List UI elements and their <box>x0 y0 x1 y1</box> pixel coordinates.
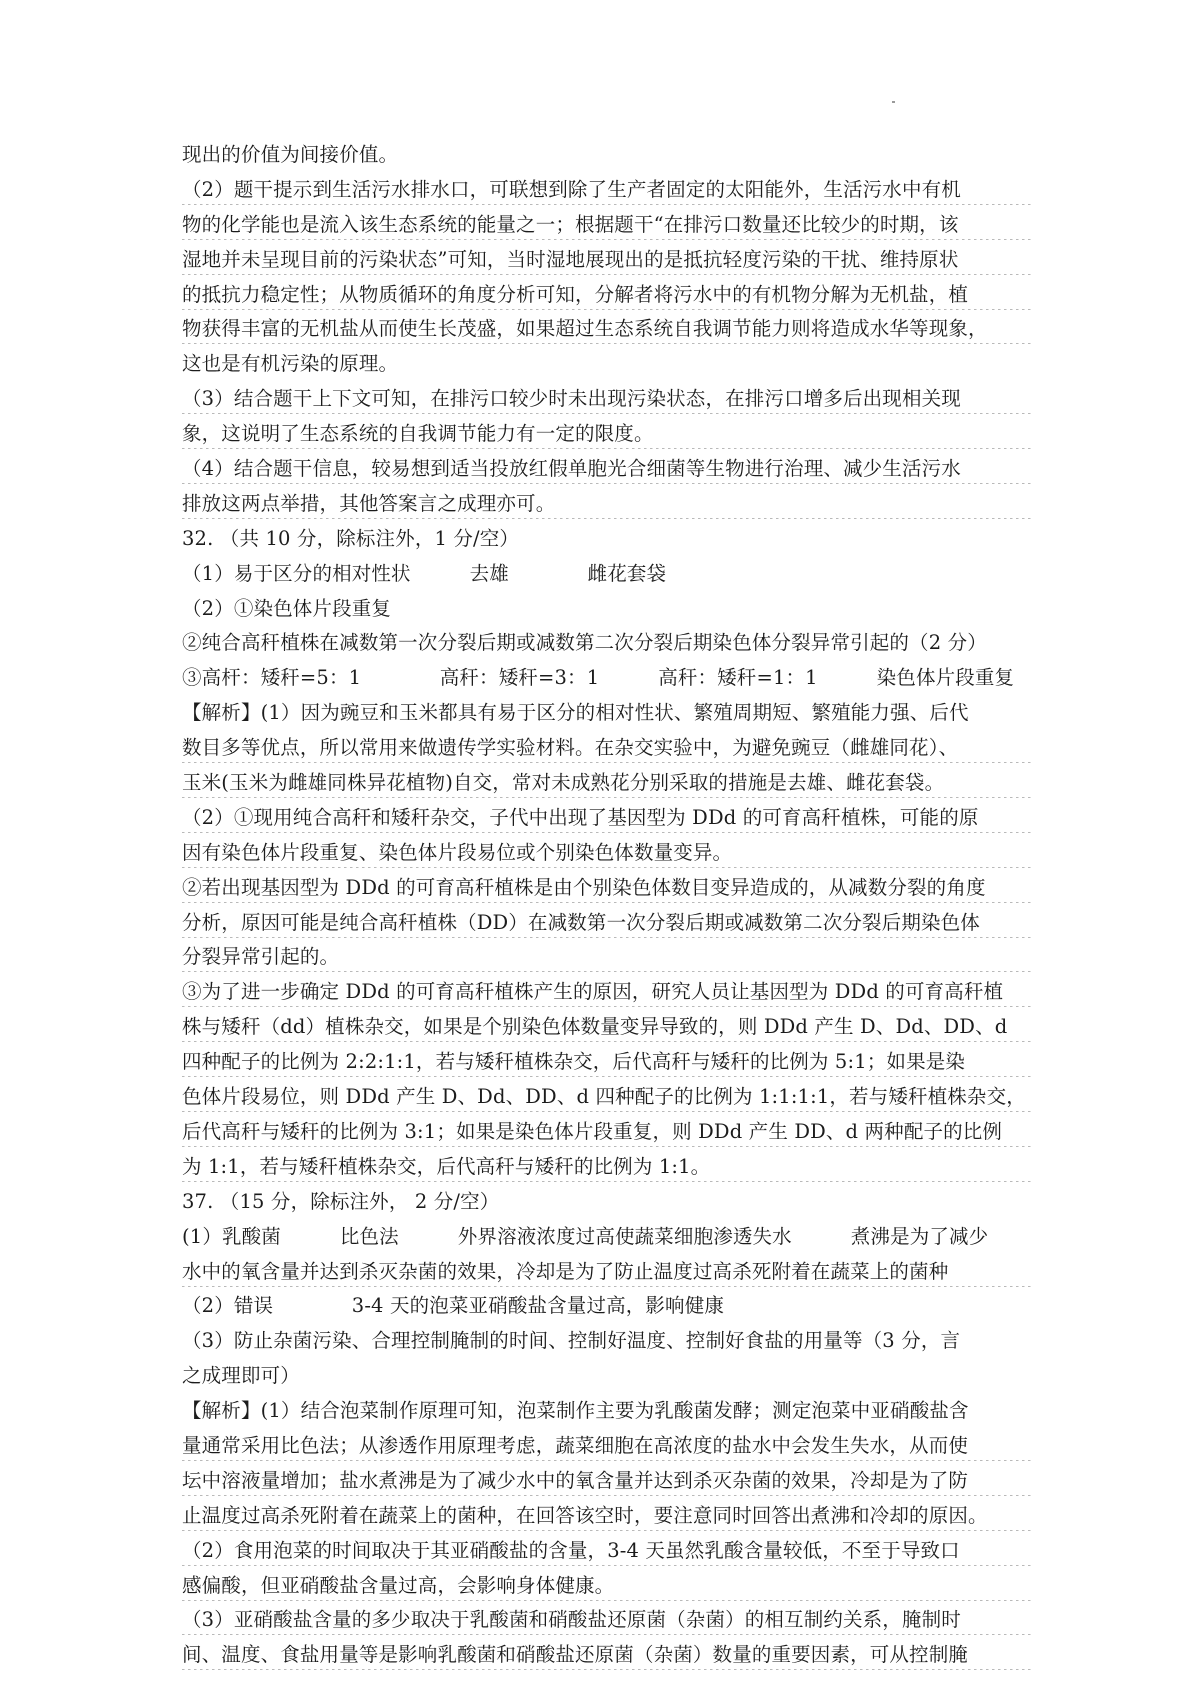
scan-speck <box>892 101 895 103</box>
text-line: ③为了进一步确定 DDd 的可育高秆植株产生的原因，研究人员让基因型为 DDd 的可育高秆植 <box>182 975 1032 1010</box>
text-line: 物获得丰富的无机盐从而使生长茂盛，如果超过生态系统自我调节能力则将造成水华等现象， <box>182 312 1032 347</box>
text-line: 为 1:1，若与矮秆植株杂交，后代高秆与矮秆的比例为 1:1。 <box>182 1150 1032 1185</box>
text-line: 32. （共 10 分，除标注外，1 分/空） <box>182 526 520 550</box>
text-line: 排放这两点举措，其他答案言之成理亦可。 <box>182 487 1032 522</box>
text-line: 【解析】(1）因为豌豆和玉米都具有易于区分的相对性状、繁殖周期短、繁殖能力强、后代 <box>182 701 969 725</box>
text-line: ②纯合高秆植株在减数第一次分裂后期或减数第二次分裂后期染色体分裂异常引起的（2 分） <box>182 631 987 655</box>
text-line: 量通常采用比色法；从渗透作用原理考虑，蔬菜细胞在高浓度的盐水中会发生失水，从而使 <box>182 1429 1032 1464</box>
text-line: 现出的价值为间接价值。 <box>182 143 399 166</box>
text-line: （4）结合题干信息，较易想到适当投放红假单胞光合细菌等生物进行治理、减少生活污水 <box>182 452 1032 487</box>
text-line: （2）错误 3-4 天的泡菜亚硝酸盐含量过高，影响健康 <box>182 1294 725 1318</box>
text-line: （3）防止杂菌污染、合理控制腌制的时间、控制好温度、控制好食盐的用量等（3 分，言 <box>182 1329 961 1353</box>
text-line: 的抵抗力稳定性；从物质循环的角度分析可知，分解者将污水中的有机物分解为无机盐，植 <box>182 278 1032 313</box>
text-line: 之成理即可） <box>182 1364 300 1388</box>
text-line: (1）乳酸菌 比色法 外界溶液浓度过高使蔬菜细胞渗透失水 煮沸是为了减少 <box>182 1224 989 1248</box>
text-line: （3）亚硝酸盐含量的多少取决于乳酸菌和硝酸盐还原菌（杂菌）的相互制约关系，腌制时 <box>182 1603 1032 1638</box>
text-line: （2）①现用纯合高秆和矮秆杂交，子代中出现了基因型为 DDd 的可育高秆植株，可能的原 <box>182 801 1032 836</box>
text-line: 因有染色体片段重复、染色体片段易位或个别染色体数量变异。 <box>182 836 1032 871</box>
text-line: 间、温度、食盐用量等是影响乳酸菌和硝酸盐还原菌（杂菌）数量的重要因素，可从控制腌 <box>182 1638 1032 1673</box>
text-line: 分析，原因可能是纯合高秆植株（DD）在减数第一次分裂后期或减数第二次分裂后期染色体 <box>182 906 1032 941</box>
text-line: 湿地并未呈现目前的污染状态”可知，当时湿地展现出的是抵抗轻度污染的干扰、维持原状 <box>182 243 1032 278</box>
text-line: 感偏酸，但亚硝酸盐含量过高，会影响身体健康。 <box>182 1569 1032 1604</box>
answer-text-block <box>182 138 1032 1673</box>
text-line: 物的化学能也是流入该生态系统的能量之一；根据题干“在排污口数量还比较少的时期，该 <box>182 208 1032 243</box>
text-line: 玉米(玉米为雌雄同株异花植物)自交，常对未成熟花分别采取的措施是去雄、雌花套袋。 <box>182 766 1032 801</box>
text-line: 止温度过高杀死附着在蔬菜上的菌种，在回答该空时，要注意同时回答出煮沸和冷却的原因。 <box>182 1499 1032 1534</box>
text-line: （1）易于区分的相对性状 去雄 雌花套袋 <box>182 561 667 585</box>
text-line: 色体片段易位，则 DDd 产生 D、Dd、DD、d 四种配子的比例为 1:1:1:1，若与矮秆植株杂交， <box>182 1080 1032 1115</box>
text-line: 分裂异常引起的。 <box>182 940 1032 975</box>
text-line: （2）食用泡菜的时间取决于其亚硝酸盐的含量，3-4 天虽然乳酸含量较低，不至于导致口 <box>182 1534 1032 1569</box>
text-line: ②若出现基因型为 DDd 的可育高秆植株是由个别染色体数目变异造成的，从减数分裂的角度 <box>182 871 1032 906</box>
text-line: 四种配子的比例为 2:2:1:1，若与矮秆植株杂交，后代高秆与矮秆的比例为 5:1；如果是染 <box>182 1045 1032 1080</box>
text-line: 【解析】(1）结合泡菜制作原理可知，泡菜制作主要为乳酸菌发酵；测定泡菜中亚硝酸盐含 <box>182 1399 969 1423</box>
text-line: 坛中溶液量增加；盐水煮沸是为了减少水中的氧含量并达到杀灭杂菌的效果，冷却是为了防 <box>182 1464 1032 1499</box>
text-line: 这也是有机污染的原理。 <box>182 352 399 376</box>
text-line: 株与矮秆（dd）植株杂交，如果是个别染色体数量变异导致的，则 DDd 产生 D、Dd、DD、d <box>182 1010 1032 1045</box>
text-line: （2）题干提示到生活污水排水口，可联想到除了生产者固定的太阳能外，生活污水中有机 <box>182 173 1032 208</box>
text-line: 象，这说明了生态系统的自我调节能力有一定的限度。 <box>182 417 1032 452</box>
text-line: 37. （15 分，除标注外， 2 分/空） <box>182 1189 500 1213</box>
text-line: （2）①染色体片段重复 <box>182 596 392 620</box>
text-line: （3）结合题干上下文可知，在排污口较少时未出现污染状态，在排污口增多后出现相关现 <box>182 382 1032 417</box>
text-line: 水中的氧含量并达到杀灭杂菌的效果，冷却是为了防止温度过高杀死附着在蔬菜上的菌种 <box>182 1255 1032 1290</box>
text-line: 后代高秆与矮秆的比例为 3:1；如果是染色体片段重复，则 DDd 产生 DD、d 两种配子的比例 <box>182 1115 1032 1150</box>
text-line: ③高杆：矮秆=5：1 高秆：矮秆=3：1 高秆：矮秆=1：1 染色体片段重复 <box>182 666 1015 690</box>
text-line: 数目多等优点，所以常用来做遗传学实验材料。在杂交实验中，为避免豌豆（雌雄同花）、 <box>182 731 1032 766</box>
